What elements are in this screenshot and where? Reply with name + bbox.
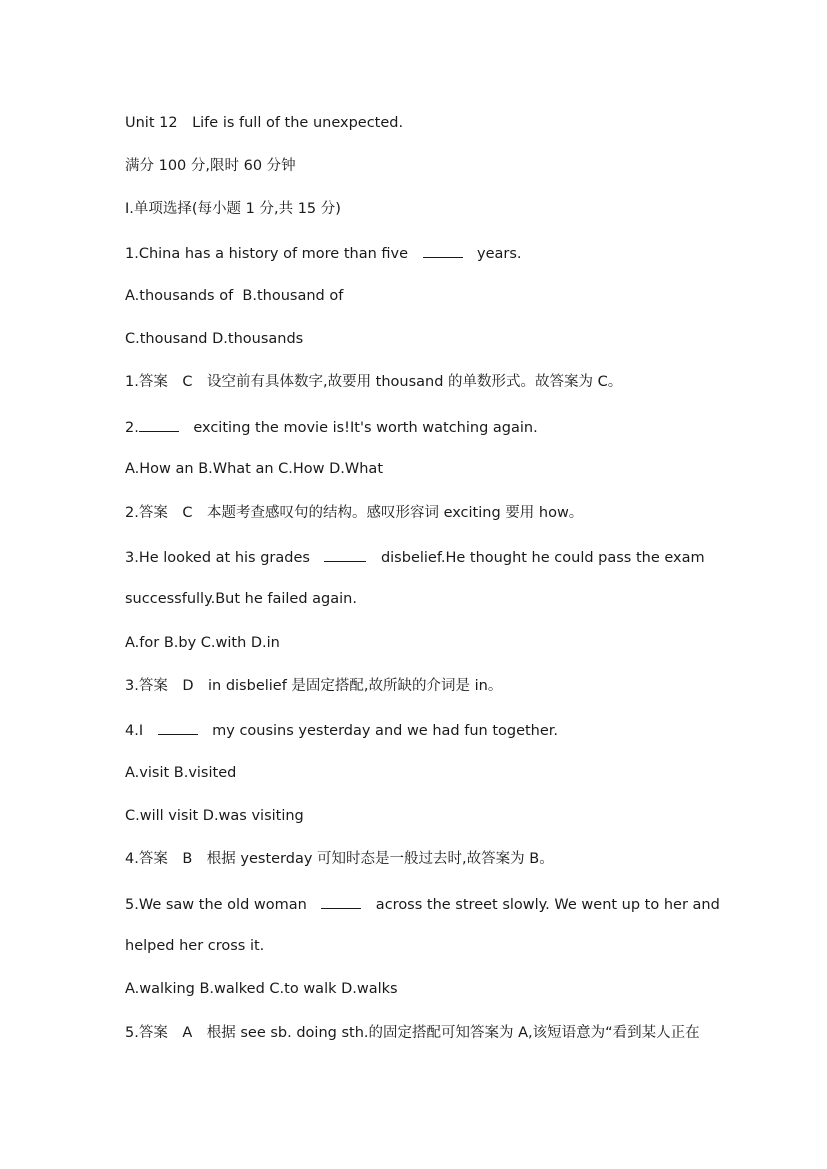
question-5-stem-before: 5.We saw the old woman	[125, 897, 322, 913]
question-4-stem-before: 4.I	[125, 723, 158, 739]
question-3-stem-after: disbelief.He thought he could pass the exam	[366, 550, 705, 566]
question-1-stem-after: years.	[462, 246, 522, 262]
question-4-options-a-b: A.visit B.visited	[125, 765, 237, 781]
question-3-stem-before: 3.He looked at his grades	[125, 550, 325, 566]
question-4-answer: 4.答案 B 根据 yesterday 可知时态是一般过去时,故答案为 B。	[125, 851, 554, 867]
question-4-stem-after: my cousins yesterday and we had fun together.	[197, 723, 559, 739]
question-2-stem-after: exciting the movie is!It's worth watching again.	[178, 420, 538, 436]
question-5-answer: 5.答案 A 根据 see sb. doing sth.的固定搭配可知答案为 A,该短语意为“看到某人正在	[125, 1025, 700, 1041]
answer-blank	[321, 893, 361, 909]
question-2-answer: 2.答案 C 本题考查感叹句的结构。感叹形容词 exciting 要用 how。	[125, 505, 584, 521]
question-2-stem	[125, 416, 538, 438]
question-3-answer: 3.答案 D in disbelief 是固定搭配,故所缺的介词是 in。	[125, 678, 503, 694]
question-1-options-c-d: C.thousand D.thousands	[125, 331, 304, 347]
answer-blank	[423, 242, 463, 258]
question-1-answer: 1.答案 C 设空前有具体数字,故要用 thousand 的单数形式。故答案为 C。	[125, 374, 623, 390]
unit-title: Unit 12 Life is full of the unexpected.	[125, 115, 404, 131]
answer-blank	[139, 416, 179, 432]
answer-blank	[324, 546, 366, 562]
exam-meta: 满分 100 分,限时 60 分钟	[125, 158, 296, 174]
question-1-stem	[125, 242, 522, 264]
question-5-stem-after: across the street slowly. We went up to her and	[361, 897, 720, 913]
question-4-stem	[125, 719, 558, 741]
question-5-stem	[125, 893, 720, 915]
question-1-options-a-b: A.thousands of B.thousand of	[125, 288, 344, 304]
question-2-stem-before: 2.	[125, 420, 139, 436]
question-2-options: A.How an B.What an C.How D.What	[125, 461, 383, 477]
question-3-options: A.for B.by C.with D.in	[125, 635, 280, 651]
answer-blank	[158, 719, 198, 735]
question-5-options: A.walking B.walked C.to walk D.walks	[125, 981, 398, 997]
question-4-options-c-d: C.will visit D.was visiting	[125, 808, 304, 824]
question-5-stem-continued: helped her cross it.	[125, 938, 265, 954]
question-3-stem	[125, 546, 705, 568]
section-heading: Ⅰ.单项选择(每小题 1 分,共 15 分)	[125, 201, 341, 217]
question-3-stem-continued: successfully.But he failed again.	[125, 591, 357, 607]
question-1-stem-before: 1.China has a history of more than five	[125, 246, 423, 262]
